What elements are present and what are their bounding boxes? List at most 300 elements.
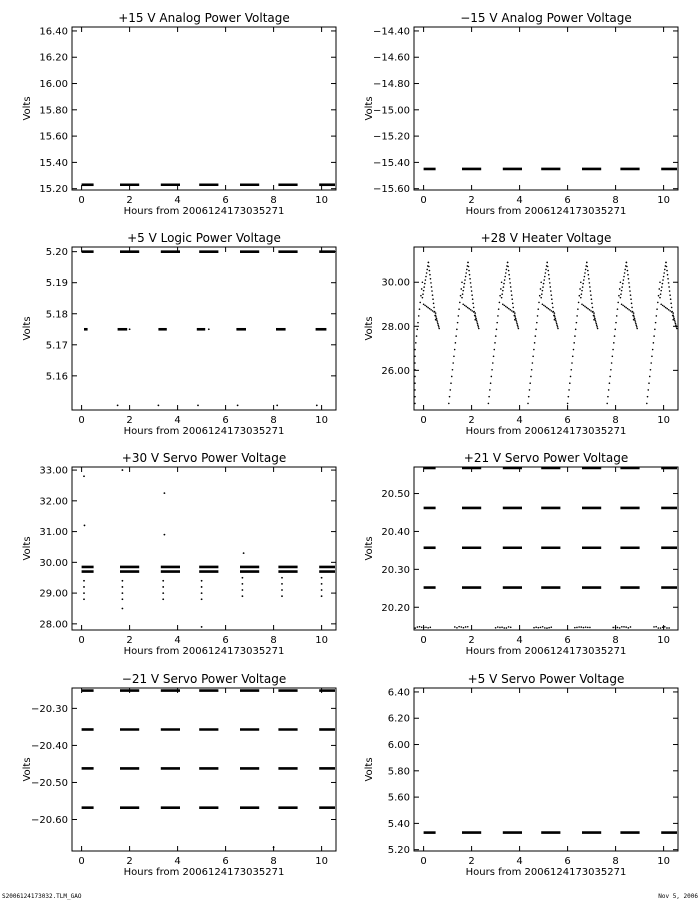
data-point (516, 323, 518, 325)
data-point (476, 321, 478, 323)
data-point (656, 315, 658, 317)
data-series (414, 262, 677, 405)
data-point (516, 321, 518, 323)
data-point (675, 323, 677, 325)
data-point (438, 326, 440, 328)
data-point (414, 362, 416, 364)
y-tick-label: −14.60 (372, 52, 410, 64)
data-point (633, 312, 635, 314)
data-point (669, 310, 671, 312)
data-point (589, 286, 591, 288)
data-point (612, 349, 614, 351)
data-point (158, 404, 160, 406)
data-point (585, 269, 587, 271)
data-point (659, 281, 661, 283)
data-point (425, 626, 427, 628)
data-point (655, 626, 657, 628)
data-point (456, 627, 458, 629)
y-tick-label: 20.20 (381, 602, 410, 614)
data-point (551, 294, 553, 296)
y-tick-label: 29.00 (39, 588, 68, 600)
data-point (548, 278, 550, 280)
data-point (426, 306, 428, 308)
chart-title: +28 V Heater Voltage (480, 231, 612, 245)
y-tick-label: −20.60 (30, 815, 68, 827)
chart-panel-2 (22, 231, 336, 437)
data-point (668, 627, 670, 629)
data-point (668, 286, 670, 288)
data-point (493, 349, 495, 351)
data-point (514, 314, 516, 316)
plot-frame (414, 688, 678, 851)
data-point (414, 349, 416, 351)
data-point (635, 323, 637, 325)
data-point (590, 290, 592, 292)
data-point (511, 294, 513, 296)
data-point (630, 298, 632, 300)
data-point (500, 288, 502, 290)
data-point (544, 627, 546, 629)
data-point (457, 322, 459, 324)
data-point (208, 328, 210, 330)
data-point (466, 269, 468, 271)
data-point (630, 626, 632, 628)
data-point (501, 626, 503, 628)
data-point (122, 580, 124, 582)
data-point (617, 308, 619, 310)
data-point (468, 270, 470, 272)
data-point (552, 303, 554, 305)
data-point (537, 315, 539, 317)
x-axis-label: Hours from 2006124173035271 (123, 867, 285, 878)
data-point (660, 627, 662, 629)
data-point (426, 272, 428, 274)
data-point (589, 309, 591, 311)
data-point (488, 396, 490, 398)
data-point (612, 627, 614, 629)
data-point (622, 283, 624, 285)
footer-date: Nov 5, 2006 (658, 893, 698, 900)
data-point (540, 288, 542, 290)
data-point (662, 305, 664, 307)
data-point (431, 290, 433, 292)
data-point (465, 276, 467, 278)
data-point (83, 592, 85, 594)
chart-title: −15 V Analog Power Voltage (460, 11, 632, 25)
data-point (491, 369, 493, 371)
data-point (620, 297, 622, 299)
data-point (478, 326, 480, 328)
x-tick-label: 4 (516, 415, 523, 426)
data-point (429, 270, 431, 272)
data-point (493, 355, 495, 357)
data-point (517, 324, 519, 326)
y-tick-label: 26.00 (381, 365, 410, 377)
x-tick-label: 6 (222, 195, 229, 206)
data-point (477, 323, 479, 325)
data-point (470, 282, 472, 284)
x-tick-label: 2 (126, 856, 133, 867)
data-point (460, 626, 462, 628)
data-point (628, 309, 630, 311)
data-point (545, 269, 547, 271)
data-point (650, 362, 652, 364)
x-tick-label: 4 (174, 415, 181, 426)
data-point (494, 342, 496, 344)
chart-title: +21 V Servo Power Voltage (463, 451, 629, 465)
data-point (471, 294, 473, 296)
x-tick-label: 8 (270, 635, 277, 646)
y-tick-label: 30.00 (381, 277, 410, 289)
data-point (122, 469, 124, 471)
data-point (507, 307, 509, 309)
data-point (508, 270, 510, 272)
data-point (492, 362, 494, 364)
y-tick-label: 33.00 (39, 465, 68, 477)
data-point (510, 290, 512, 292)
y-tick-label: −15.60 (372, 184, 410, 196)
data-point (414, 389, 416, 391)
data-point (276, 404, 278, 406)
data-point (572, 355, 574, 357)
data-point (321, 577, 323, 579)
data-point (122, 586, 124, 588)
data-point (243, 552, 245, 554)
data-point (458, 626, 460, 628)
data-point (511, 310, 513, 312)
data-point (499, 627, 501, 629)
data-point (554, 312, 556, 314)
data-point (586, 307, 588, 309)
data-point (162, 592, 164, 594)
data-point (469, 274, 471, 276)
data-point (664, 626, 666, 628)
y-axis-label: Volts (364, 536, 375, 561)
data-point (670, 303, 672, 305)
data-point (424, 283, 426, 285)
data-point (551, 310, 553, 312)
data-point (498, 308, 500, 310)
data-point (534, 342, 536, 344)
data-point (474, 312, 476, 314)
data-point (619, 288, 621, 290)
data-point (653, 342, 655, 344)
data-point (478, 328, 480, 330)
data-point (615, 322, 617, 324)
data-point (588, 278, 590, 280)
data-point (663, 306, 665, 308)
chart-title: −21 V Servo Power Voltage (121, 672, 287, 686)
data-point (543, 305, 545, 307)
data-point (496, 329, 498, 331)
data-point (662, 626, 664, 628)
data-point (462, 303, 464, 305)
data-point (456, 329, 458, 331)
data-point (623, 276, 625, 278)
y-tick-label: 30.00 (39, 557, 68, 569)
data-point (646, 403, 648, 405)
data-point (596, 326, 598, 328)
chart-title: +15 V Analog Power Voltage (118, 11, 290, 25)
data-point (201, 598, 203, 600)
data-point (471, 290, 473, 292)
data-point (671, 311, 673, 313)
data-point (576, 315, 578, 317)
x-axis-label: Hours from 2006124173035271 (123, 206, 285, 217)
y-tick-label: 6.00 (387, 740, 410, 752)
data-point (620, 281, 622, 283)
x-tick-label: 2 (126, 635, 133, 646)
data-point (579, 288, 581, 290)
x-axis-label: Hours from 2006124173035271 (123, 646, 285, 657)
data-point (426, 269, 428, 271)
data-point (546, 627, 548, 629)
y-tick-label: 5.19 (45, 278, 68, 290)
data-point (501, 297, 503, 299)
data-point (462, 290, 464, 292)
data-point (548, 274, 550, 276)
data-point (573, 342, 575, 344)
x-tick-label: 0 (78, 195, 85, 206)
data-point (634, 318, 636, 320)
data-point (496, 322, 498, 324)
data-point (321, 583, 323, 585)
data-point (281, 577, 283, 579)
data-point (417, 322, 419, 324)
data-point (489, 389, 491, 391)
data-point (591, 303, 593, 305)
data-point (458, 315, 460, 317)
data-point (647, 396, 649, 398)
data-point (529, 389, 531, 391)
data-point (422, 281, 424, 283)
data-point (122, 592, 124, 594)
data-point (495, 335, 497, 337)
chart-title: +5 V Logic Power Voltage (127, 231, 281, 245)
data-point (423, 627, 425, 629)
data-point (461, 281, 463, 283)
data-point (533, 349, 535, 351)
data-point (535, 335, 537, 337)
y-tick-label: 5.17 (45, 340, 68, 352)
data-point (465, 272, 467, 274)
data-point (430, 627, 432, 629)
data-point (628, 627, 630, 629)
data-point (463, 627, 465, 629)
y-axis-label: Volts (22, 757, 33, 782)
data-point (614, 329, 616, 331)
x-tick-label: 6 (564, 195, 571, 206)
data-point (465, 626, 467, 628)
data-point (527, 403, 529, 405)
data-point (452, 362, 454, 364)
data-point (665, 262, 667, 264)
x-tick-label: 0 (78, 415, 85, 426)
data-point (281, 589, 283, 591)
x-tick-label: 6 (222, 415, 229, 426)
data-point (506, 269, 508, 271)
data-point (540, 297, 542, 299)
data-point (454, 349, 456, 351)
data-point (631, 307, 633, 309)
data-point (83, 475, 85, 477)
data-point (470, 309, 472, 311)
data-point (505, 306, 507, 308)
x-tick-label: 0 (78, 856, 85, 867)
plot-frame (72, 467, 336, 630)
chart-panel-1 (364, 11, 678, 217)
data-point (122, 598, 124, 600)
data-point (464, 305, 466, 307)
y-tick-label: 16.40 (39, 26, 68, 38)
data-point (554, 314, 556, 316)
y-tick-label: −15.00 (372, 105, 410, 117)
data-point (501, 281, 503, 283)
data-point (544, 276, 546, 278)
x-tick-label: 6 (222, 856, 229, 867)
data-point (429, 308, 431, 310)
data-point (459, 302, 461, 304)
data-point (468, 266, 470, 268)
data-point (586, 262, 588, 264)
data-point (578, 302, 580, 304)
data-point (499, 295, 501, 297)
data-point (460, 295, 462, 297)
y-axis-label: Volts (22, 96, 33, 121)
x-tick-label: 8 (270, 415, 277, 426)
y-tick-label: 5.40 (387, 818, 410, 830)
data-point (542, 286, 544, 288)
data-point (671, 307, 673, 309)
data-point (281, 595, 283, 597)
data-point (580, 297, 582, 299)
data-point (414, 355, 416, 357)
data-point (657, 302, 659, 304)
data-point (432, 310, 434, 312)
data-point (548, 627, 550, 629)
y-tick-label: 15.60 (39, 131, 68, 143)
data-point (617, 627, 619, 629)
data-point (542, 290, 544, 292)
x-tick-label: 0 (420, 195, 427, 206)
data-point (416, 329, 418, 331)
data-point (471, 310, 473, 312)
data-point (674, 319, 676, 321)
y-tick-label: 15.80 (39, 105, 68, 117)
data-point (83, 598, 85, 600)
data-point (627, 274, 629, 276)
data-point (658, 295, 660, 297)
data-point (621, 290, 623, 292)
data-point (615, 627, 617, 629)
data-point (508, 308, 510, 310)
data-point (567, 403, 569, 405)
data-point (667, 278, 669, 280)
data-point (414, 403, 416, 405)
data-point (414, 396, 416, 398)
data-point (539, 295, 541, 297)
data-point (622, 305, 624, 307)
data-point (667, 274, 669, 276)
y-axis-label: Volts (364, 757, 375, 782)
data-point (550, 626, 552, 628)
data-point (475, 316, 477, 318)
data-point (433, 303, 435, 305)
x-tick-label: 10 (657, 195, 670, 206)
data-point (423, 303, 425, 305)
y-tick-label: 16.20 (39, 52, 68, 64)
x-tick-label: 10 (657, 415, 670, 426)
data-point (491, 376, 493, 378)
data-point (658, 288, 660, 290)
x-tick-label: 4 (174, 635, 181, 646)
y-tick-label: −14.40 (372, 26, 410, 38)
data-point (627, 270, 629, 272)
data-point (581, 290, 583, 292)
data-point (514, 312, 516, 314)
data-point (162, 580, 164, 582)
data-point (242, 583, 244, 585)
x-tick-label: 10 (315, 415, 328, 426)
data-point (584, 306, 586, 308)
data-point (435, 316, 437, 318)
data-point (547, 270, 549, 272)
data-point (418, 315, 420, 317)
data-point (501, 293, 503, 295)
x-tick-label: 2 (468, 856, 475, 867)
data-point (454, 626, 456, 628)
footer-file-name: S2006124173032.TLM_GAO (2, 893, 82, 900)
data-point (668, 282, 670, 284)
data-point (625, 626, 627, 628)
data-point (467, 626, 469, 628)
data-point (273, 846, 275, 848)
data-point (427, 627, 429, 629)
data-point (542, 626, 544, 628)
data-point (122, 608, 124, 610)
y-tick-label: 5.20 (387, 845, 410, 857)
data-point (654, 329, 656, 331)
x-tick-label: 0 (420, 415, 427, 426)
data-point (465, 306, 467, 308)
data-point (666, 627, 668, 629)
data-point (672, 314, 674, 316)
data-point (535, 329, 537, 331)
data-point (576, 627, 578, 629)
data-point (414, 369, 416, 371)
data-point (452, 369, 454, 371)
data-point (414, 627, 416, 629)
data-point (592, 307, 594, 309)
data-point (461, 297, 463, 299)
data-point (592, 311, 594, 313)
x-tick-label: 4 (174, 195, 181, 206)
data-point (532, 355, 534, 357)
x-tick-label: 8 (612, 856, 619, 867)
data-point (83, 580, 85, 582)
data-point (660, 303, 662, 305)
data-point (435, 314, 437, 316)
data-point (545, 272, 547, 274)
data-point (425, 276, 427, 278)
y-tick-label: −15.20 (372, 131, 410, 143)
x-axis-label: Hours from 2006124173035271 (465, 867, 627, 878)
data-point (613, 342, 615, 344)
data-point (504, 305, 506, 307)
data-point (673, 316, 675, 318)
data-point (477, 324, 479, 326)
data-point (502, 290, 504, 292)
